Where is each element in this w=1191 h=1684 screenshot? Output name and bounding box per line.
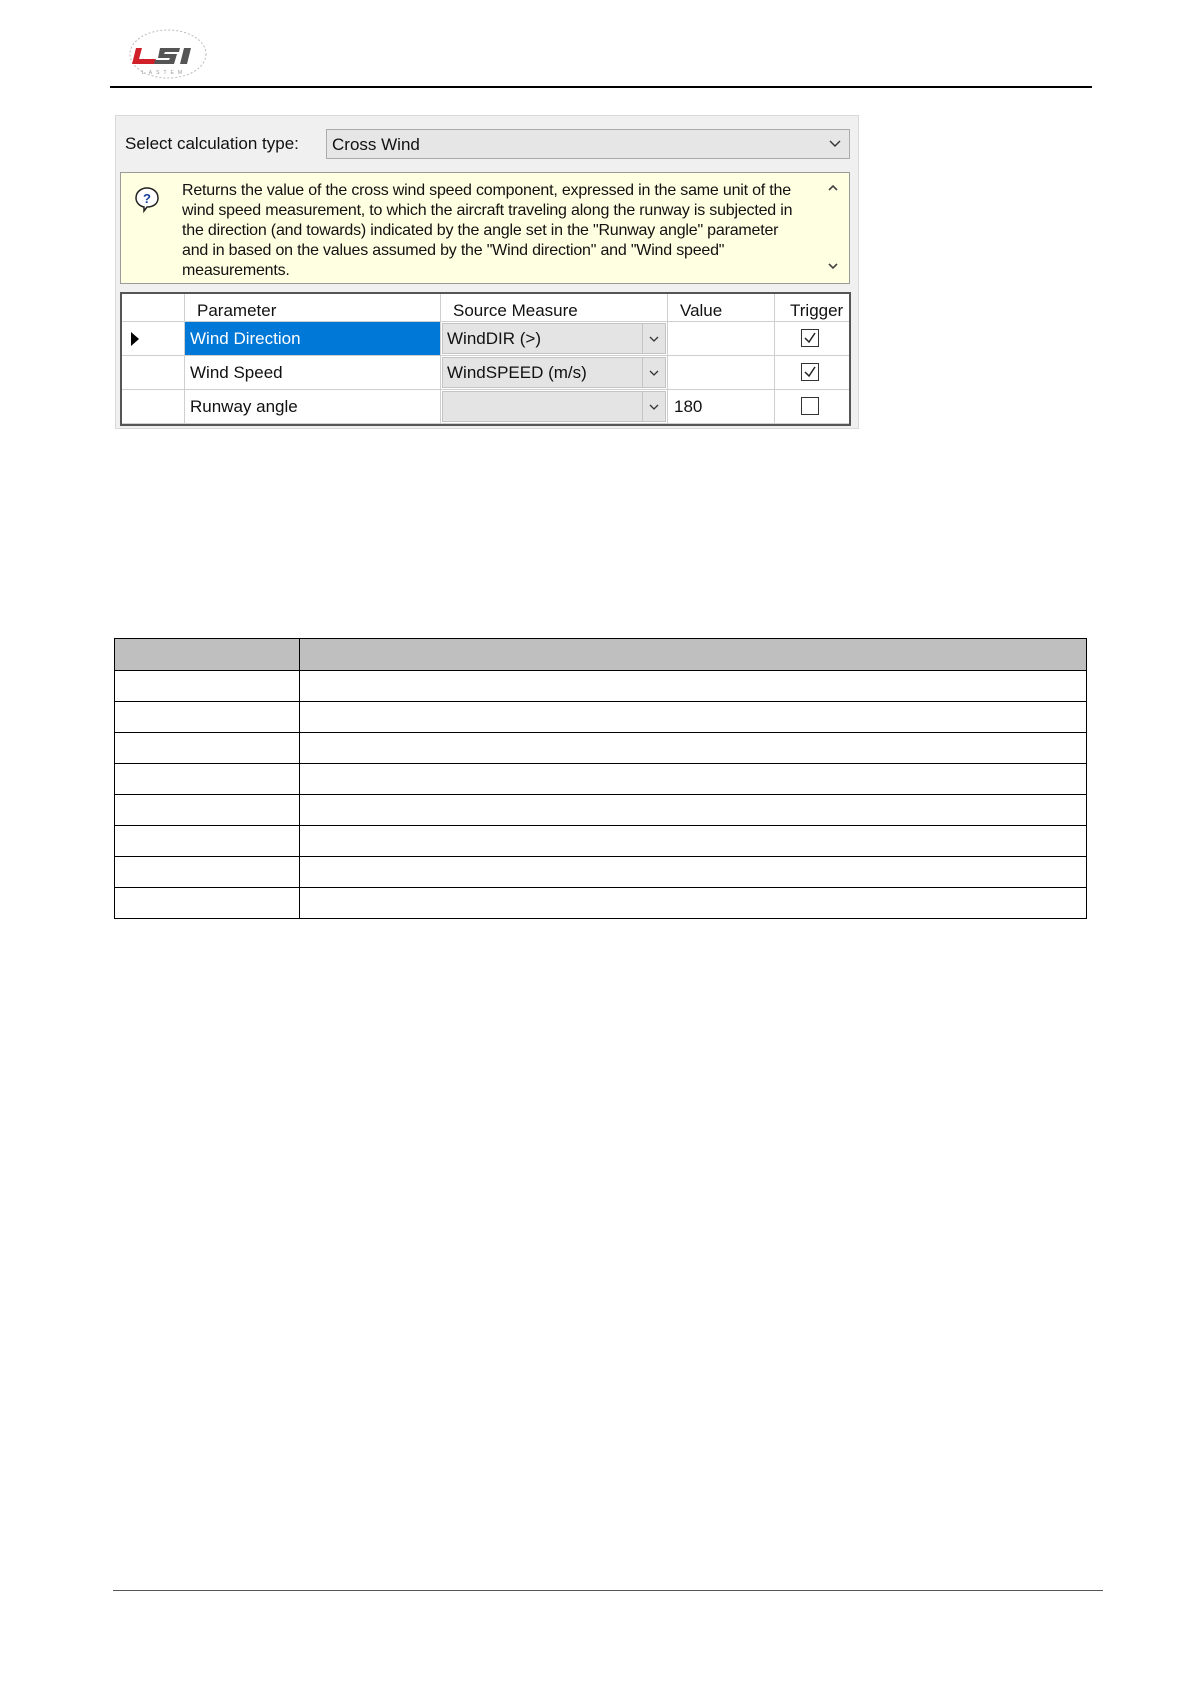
- table-cell: [115, 702, 300, 733]
- table-cell: [300, 733, 1087, 764]
- table-cell: [300, 795, 1087, 826]
- value-cell[interactable]: [668, 390, 775, 424]
- table-cell: [300, 702, 1087, 733]
- column-header-value[interactable]: [668, 294, 775, 322]
- column-header-value-label: Value: [680, 301, 723, 320]
- source-measure-combo[interactable]: [441, 390, 668, 424]
- source-measure-value: WindDIR (>): [447, 329, 541, 348]
- trigger-cell: [775, 322, 849, 356]
- table-cell: [300, 764, 1087, 795]
- value-cell[interactable]: [668, 322, 775, 356]
- column-header-trigger-label: Trigger: [790, 301, 844, 320]
- table-row: [115, 702, 1087, 733]
- table-row: [115, 795, 1087, 826]
- table-cell: [115, 733, 300, 764]
- table-cell: [115, 764, 300, 795]
- trigger-checkbox[interactable]: [801, 397, 819, 415]
- column-header-parameter[interactable]: [185, 294, 441, 322]
- parameter-name: Runway angle: [190, 397, 298, 416]
- table-row: [115, 764, 1087, 795]
- table-row: [115, 671, 1087, 702]
- parameter-table: [114, 638, 1087, 919]
- trigger-checkbox[interactable]: [801, 329, 819, 347]
- table-cell: [115, 671, 300, 702]
- calc-type-value: Cross Wind: [332, 135, 420, 154]
- parameter-name: Wind Speed: [190, 363, 283, 382]
- table-cell: [300, 826, 1087, 857]
- table-row: [115, 826, 1087, 857]
- source-measure-combo[interactable]: [441, 322, 668, 356]
- source-measure-value: WindSPEED (m/s): [447, 363, 587, 382]
- chevron-down-icon[interactable]: [647, 366, 661, 380]
- column-header-trigger[interactable]: [775, 294, 849, 322]
- table-row-parameter[interactable]: [185, 356, 441, 390]
- table-cell: [300, 857, 1087, 888]
- column-header-parameter-label: Parameter: [197, 301, 277, 320]
- table-cell: [115, 826, 300, 857]
- table-row: [115, 857, 1087, 888]
- table-cell: [115, 795, 300, 826]
- table-row-parameter[interactable]: [185, 322, 441, 356]
- table-cell: [300, 671, 1087, 702]
- check-icon: [803, 331, 817, 345]
- chevron-down-icon: [827, 136, 843, 152]
- trigger-cell: [775, 356, 849, 390]
- value-cell[interactable]: [668, 356, 775, 390]
- table-cell: [115, 888, 300, 919]
- check-icon: [803, 365, 817, 379]
- row-header[interactable]: [122, 390, 185, 424]
- calc-type-label: Select calculation type:: [125, 134, 299, 153]
- chevron-down-icon[interactable]: [647, 332, 661, 346]
- footer-rule: [113, 1590, 1103, 1591]
- scroll-up-icon[interactable]: [826, 181, 840, 195]
- table-row: [115, 733, 1087, 764]
- table-cell: [115, 857, 300, 888]
- header-rule: [110, 86, 1092, 88]
- table-row: [115, 888, 1087, 919]
- value-text: 180: [674, 397, 703, 416]
- calc-type-select[interactable]: [326, 129, 850, 159]
- row-header[interactable]: [122, 356, 185, 390]
- table-cell: [300, 888, 1087, 919]
- trigger-checkbox[interactable]: [801, 363, 819, 381]
- table-header-cell: [300, 639, 1087, 671]
- table-row-parameter[interactable]: [185, 390, 441, 424]
- svg-text:?: ?: [143, 191, 151, 206]
- description-text: Returns the value of the cross wind speed component, expressed in the same unit of the wind speed measurement, to which the aircraft traveling along the runway is subjected in the direction (and towards) indicated by the angle set in the "Runway angle" parameter and in based on the values assumed by the "Wind direction" and "Wind speed" measurements.: [182, 182, 793, 279]
- parameter-grid: [120, 292, 851, 426]
- table-header-cell: [115, 639, 300, 671]
- help-icon: [133, 185, 161, 213]
- column-header-source-label: Source Measure: [453, 301, 578, 320]
- trigger-cell: [775, 390, 849, 424]
- calculation-panel: [115, 115, 859, 429]
- grid-corner: [122, 294, 185, 322]
- source-measure-combo[interactable]: [441, 356, 668, 390]
- svg-text:LASTEM: LASTEM: [142, 70, 187, 76]
- parameter-name: Wind Direction: [190, 329, 301, 348]
- row-header[interactable]: [122, 322, 185, 356]
- column-header-source[interactable]: [441, 294, 668, 322]
- scroll-down-icon[interactable]: [826, 259, 840, 273]
- chevron-down-icon[interactable]: [647, 400, 661, 414]
- table-header-row: [115, 639, 1087, 671]
- current-row-arrow-icon: [131, 332, 139, 346]
- description-box: [120, 172, 850, 284]
- lsi-logo: [128, 26, 208, 82]
